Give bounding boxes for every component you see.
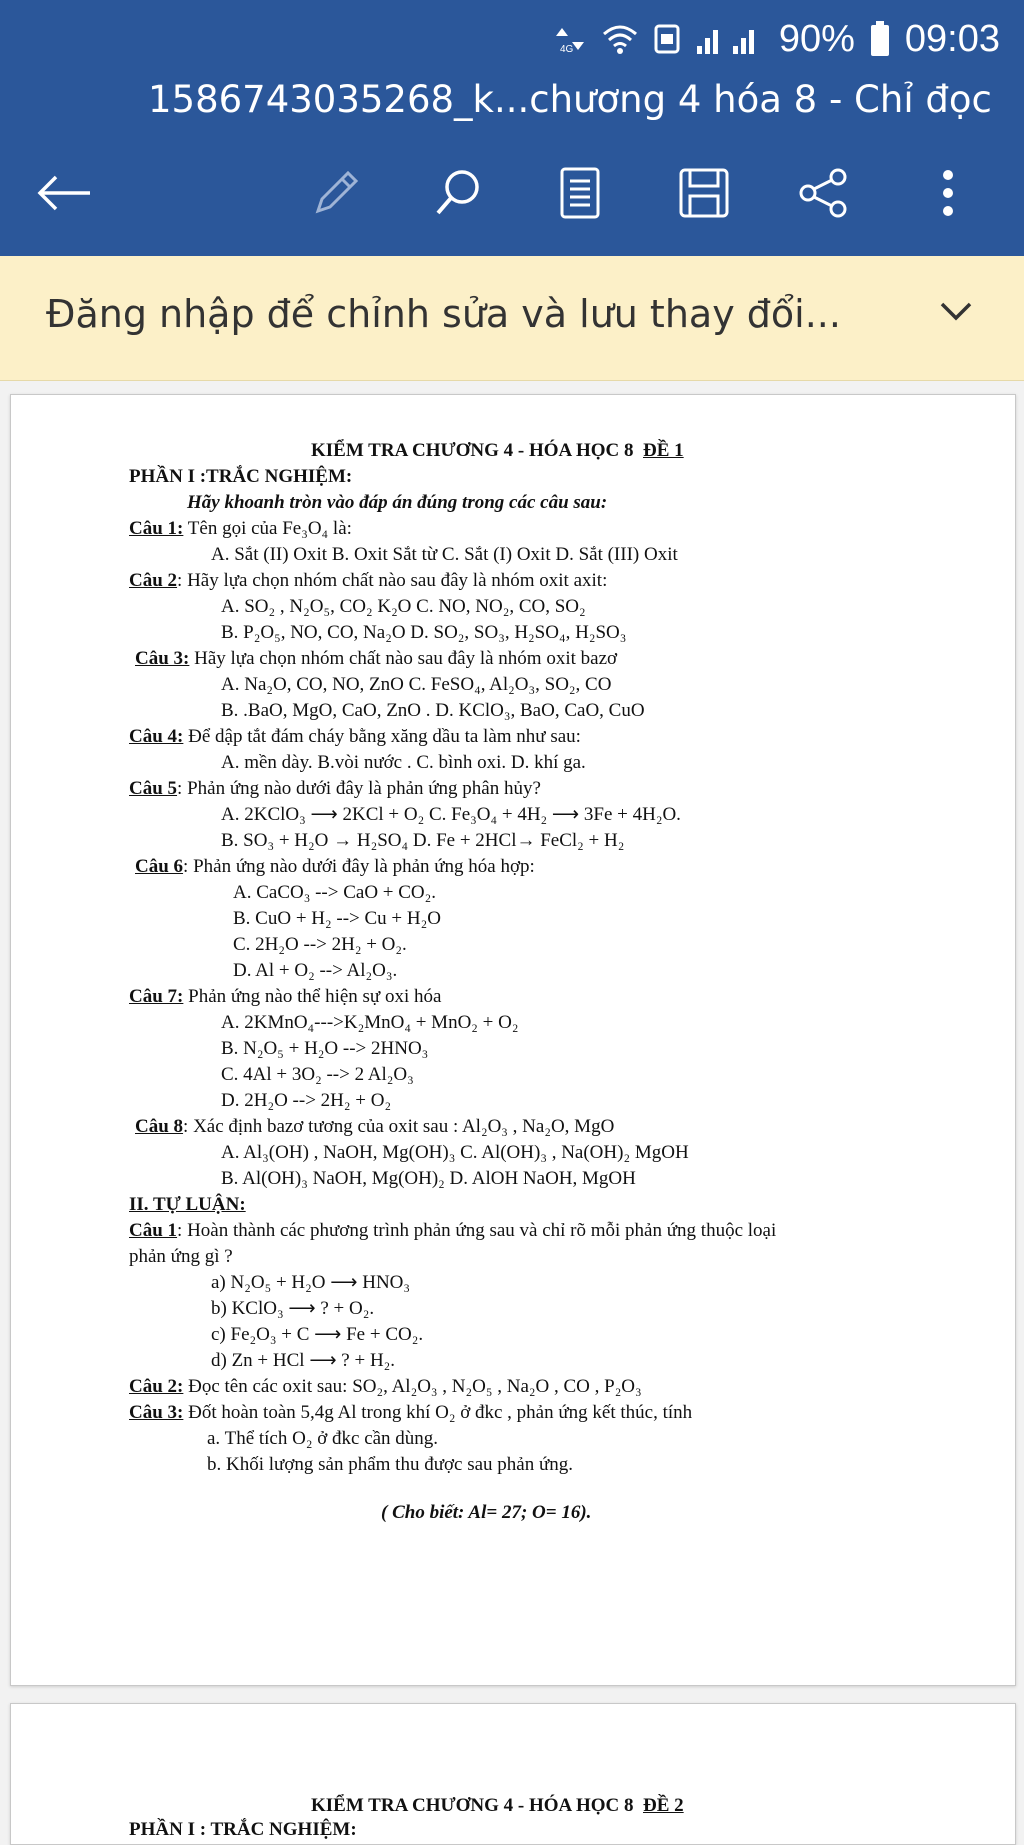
more-options-button[interactable] <box>908 150 988 236</box>
question-text: b. Khối lượng sản phẩm thu được sau phản ứng. <box>207 1454 574 1475</box>
question-line <box>233 933 407 957</box>
question-line <box>221 1089 391 1113</box>
question-label: Câu 1 <box>129 1220 178 1241</box>
section-title: PHẦN I :TRẮC NGHIỆM: <box>129 466 353 487</box>
back-button[interactable] <box>24 150 104 236</box>
hd-voice-icon <box>653 22 681 56</box>
question-line <box>129 985 441 1009</box>
question-text: A. mền dày. B.vòi nước . C. bình oxi. D. khí ga. <box>221 752 586 773</box>
question-line <box>129 1401 692 1425</box>
question-line <box>129 1375 642 1399</box>
question-text: A. CaCO₃ --> CaO + CO₂. <box>233 882 437 903</box>
battery-percent: 90% <box>778 17 855 60</box>
question-text: Đốt hoàn toàn 5,4g Al trong khí O₂ ở đkc , phản ứng kết thúc, tính <box>183 1402 693 1423</box>
question-line <box>233 907 441 931</box>
question-text: B. SO₃ + H₂O → H₂SO₄ D. Fe + 2HCl→ FeCl₂ + H₂ <box>221 830 625 851</box>
question-text: : Phản ứng nào dưới đây là phản ứng hóa hợp: <box>183 856 535 877</box>
question-line <box>221 1167 636 1191</box>
save-button[interactable] <box>664 150 744 236</box>
given-data-note: ( Cho biết: Al= 27; O= 16). <box>381 1502 592 1523</box>
data-arrows-icon <box>553 22 587 56</box>
question-label: Câu 5 <box>129 778 178 799</box>
document-page-1 <box>10 394 1016 1686</box>
question-label: Câu 4: <box>129 726 184 747</box>
question-line <box>135 855 535 879</box>
question-text: Để dập tắt đám cháy bằng xăng dầu ta làm như sau: <box>183 726 581 747</box>
question-line <box>221 1037 428 1061</box>
question-text: C. 4Al + 3O₂ --> 2 Al₂O₃ <box>221 1064 414 1085</box>
sign-in-banner[interactable] <box>0 256 1024 381</box>
more-vertical-icon <box>938 165 958 221</box>
question-text: C. 2H₂O --> 2H₂ + O₂. <box>233 934 407 955</box>
question-text: Hãy lựa chọn nhóm chất nào sau đây là nhóm oxit bazơ <box>189 648 618 669</box>
banner-text: Đăng nhập để chỉnh sửa và lưu thay đổi... <box>46 292 841 336</box>
exam-version: ĐỀ 1 <box>643 440 684 461</box>
exam-version: ĐỀ 2 <box>643 1795 684 1816</box>
question-line <box>129 1193 246 1217</box>
app-bar <box>0 0 1024 256</box>
question-line <box>211 1271 410 1295</box>
question-line <box>221 621 626 645</box>
question-line <box>211 1349 395 1373</box>
question-line <box>221 673 611 697</box>
question-text: : Hãy lựa chọn nhóm chất nào sau đây là nhóm oxit axit: <box>177 570 608 591</box>
question-text: D. 2H₂O --> 2H₂ + O₂ <box>221 1090 392 1111</box>
question-line <box>207 1453 573 1477</box>
question-line <box>135 1115 614 1139</box>
question-text: a. Thể tích O₂ ở đkc cần dùng. <box>207 1428 439 1449</box>
battery-icon <box>869 20 891 58</box>
question-text: d) Zn + HCl ⟶ ? + H₂. <box>211 1350 396 1371</box>
document-view-icon <box>558 165 602 221</box>
document-page-2 <box>10 1703 1016 1845</box>
question-text: b) KClO₃ ⟶ ? + O₂. <box>211 1298 375 1319</box>
section-title: PHẦN I : TRẮC NGHIỆM: <box>129 1819 357 1840</box>
toolbar <box>0 150 1024 236</box>
question-line <box>221 751 586 775</box>
question-label: Câu 1: <box>129 518 184 539</box>
question-text: B. .BaO, MgO, CaO, ZnO . D. KClO₃, BaO, CaO, CuO <box>221 700 645 721</box>
share-icon <box>796 165 852 221</box>
question-line <box>129 777 541 801</box>
question-text: a) N₂O₅ + H₂O ⟶ HNO₃ <box>211 1272 411 1293</box>
question-label: Câu 3: <box>135 648 190 669</box>
question-line <box>211 543 678 567</box>
question-label: Câu 6 <box>135 856 184 877</box>
question-line <box>233 881 436 905</box>
question-text: : Phản ứng nào dưới đây là phản ứng phân hủy? <box>177 778 541 799</box>
question-line <box>135 647 617 671</box>
question-label: Câu 8 <box>135 1116 184 1137</box>
question-text: : Xác định bazơ tương của oxit sau : Al₂O₃ , Na₂O, MgO <box>183 1116 615 1137</box>
instruction: Hãy khoanh tròn vào đáp án đúng trong các câu sau: <box>187 492 608 513</box>
search-button[interactable] <box>418 150 498 236</box>
save-icon <box>676 165 732 221</box>
question-line <box>233 959 397 983</box>
question-text: D. Al + O₂ --> Al₂O₃. <box>233 960 398 981</box>
chevron-down-icon[interactable] <box>938 300 974 329</box>
question-line <box>211 1323 423 1347</box>
question-line <box>211 1297 374 1321</box>
question-text: c) Fe₂O₃ + C ⟶ Fe + CO₂. <box>211 1324 424 1345</box>
question-text: Đọc tên các oxit sau: SO₂, Al₂O₃ , N₂O₅ , Na₂O , CO , P₂O₃ <box>183 1376 642 1397</box>
question-text: B. P₂O₅, NO, CO, Na₂O D. SO₂, SO₃, H₂SO₄, H₂SO₃ <box>221 622 627 643</box>
question-label: Câu 2 <box>129 570 178 591</box>
question-line <box>129 725 581 749</box>
question-line <box>221 829 624 853</box>
question-line <box>129 569 607 593</box>
question-line <box>221 803 681 827</box>
search-icon <box>430 165 486 221</box>
question-text: A. Na₂O, CO, NO, ZnO C. FeSO₄, Al₂O₃, SO₂, CO <box>221 674 612 695</box>
question-line <box>221 1141 689 1165</box>
question-text: A. 2KMnO₄--->K₂MnO₄ + MnO₂ + O₂ <box>221 1012 519 1033</box>
question-line <box>221 1011 518 1035</box>
question-text: A. Al₃(OH) , NaOH, Mg(OH)₃ C. Al(OH)₃ , Na(OH)₂ MgOH <box>221 1142 689 1163</box>
question-line <box>221 1063 414 1087</box>
question-text: Tên gọi của Fe₃O₄ là: <box>183 518 352 539</box>
question-text: A. Sắt (II) Oxit B. Oxit Sắt từ C. Sắt (I) Oxit D. Sắt (III) Oxit <box>211 544 678 565</box>
edit-button[interactable] <box>296 150 376 236</box>
question-text: phản ứng gì ? <box>129 1246 233 1267</box>
question-line <box>221 595 586 619</box>
reading-view-button[interactable] <box>540 150 620 236</box>
exam-heading: KIỂM TRA CHƯƠNG 4 - HÓA HỌC 8 ĐỀ 2 <box>311 1795 684 1816</box>
pencil-icon <box>308 165 364 221</box>
question-text: B. CuO + H₂ --> Cu + H₂O <box>233 908 441 929</box>
signal-icon <box>695 22 765 56</box>
question-line <box>207 1427 438 1451</box>
question-text: B. N₂O₅ + H₂O --> 2HNO₃ <box>221 1038 429 1059</box>
question-text: B. Al(OH)₃ NaOH, Mg(OH)₂ D. AlOH NaOH, MgOH <box>221 1168 636 1189</box>
question-text: A. SO₂ , N₂O₅, CO₂ K₂O C. NO, NO₂, CO, SO₂ <box>221 596 586 617</box>
wifi-icon <box>601 22 639 56</box>
status-bar <box>553 14 1000 64</box>
question-line <box>129 1219 776 1243</box>
question-label: Câu 2: <box>129 1376 184 1397</box>
clock: 09:03 <box>904 17 1000 60</box>
question-label: Câu 3: <box>129 1402 184 1423</box>
question-text: Phản ứng nào thể hiện sự oxi hóa <box>183 986 442 1007</box>
svg-text:4G: 4G <box>559 44 574 55</box>
document-title: 1586743035268_k...chương 4 hóa 8 - Chỉ đọc <box>148 78 992 121</box>
question-label: Câu 7: <box>129 986 184 1007</box>
share-button[interactable] <box>784 150 864 236</box>
question-line <box>129 1245 233 1269</box>
back-arrow-icon <box>34 173 94 213</box>
question-line <box>221 699 645 723</box>
question-text: : Hoàn thành các phương trình phản ứng sau và chỉ rõ mỗi phản ứng thuộc loại <box>177 1220 777 1241</box>
question-text: A. 2KClO₃ ⟶ 2KCl + O₂ C. Fe₃O₄ + 4H₂ ⟶ 3Fe + 4H₂O. <box>221 804 681 825</box>
exam-heading: KIỂM TRA CHƯƠNG 4 - HÓA HỌC 8 ĐỀ 1 <box>311 440 684 461</box>
question-label: II. TỰ LUẬN: <box>129 1194 246 1215</box>
question-line <box>129 517 352 541</box>
